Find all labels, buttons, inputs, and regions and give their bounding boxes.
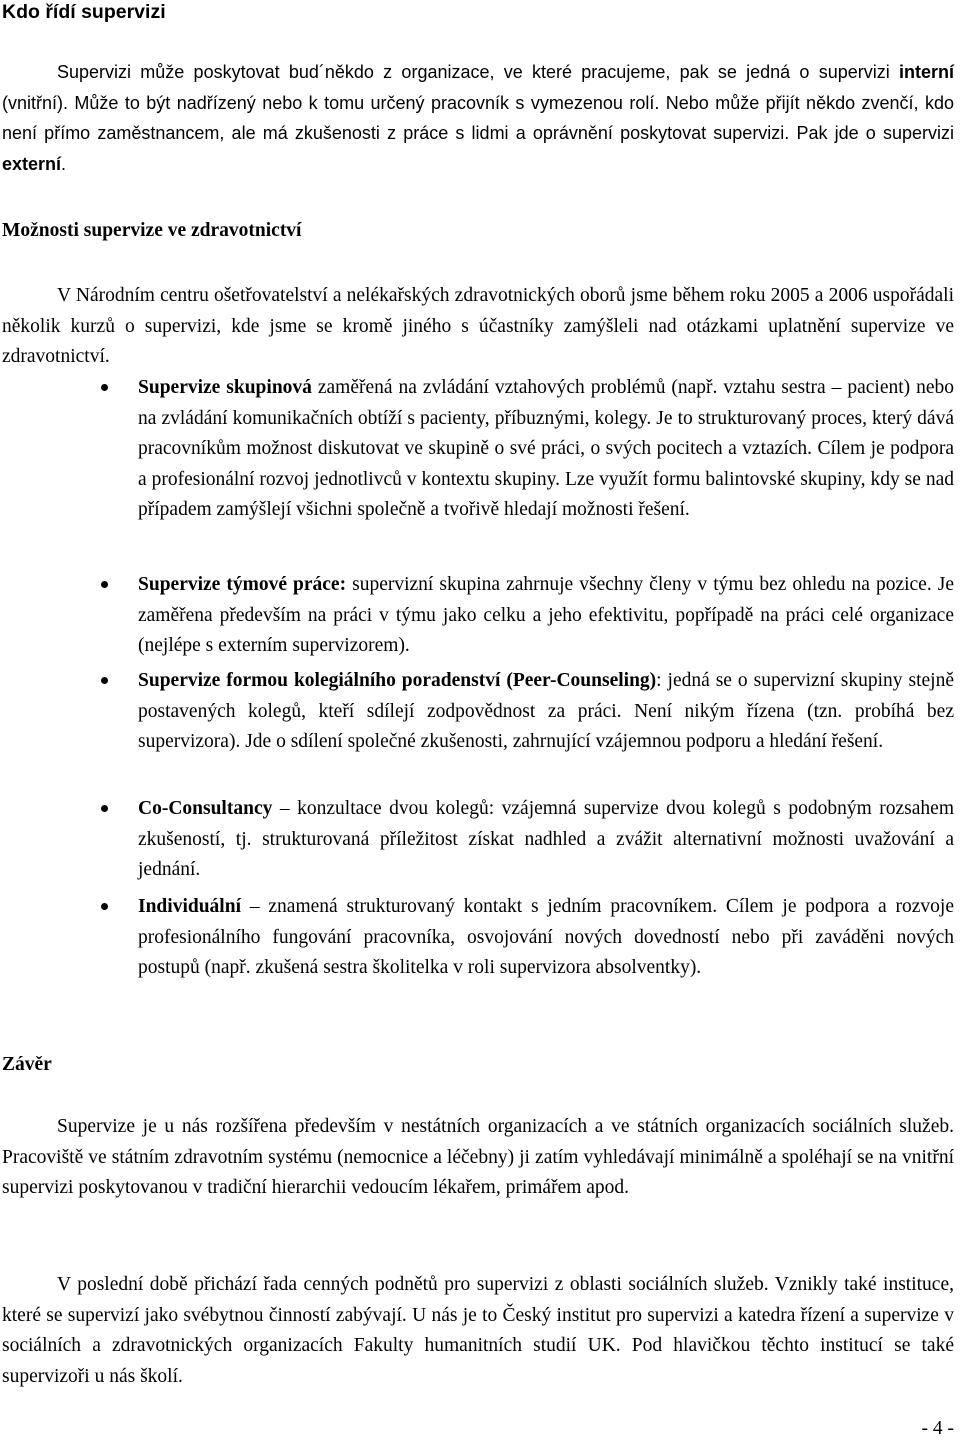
list-item-text: zaměřená na zvládání vztahových problémů (např. vztahu sestra – pacient) nebo na zvládání komunikačních obtíží s pacienty, příbuznými, kolegy. Je to strukturovaný proces, který dává pracovníkům možnost diskutovat ve skupině o své práci, o svých pocitech a vztazích. Cílem je podpora a profesionální rozvoj jednotlivců v kontextu skupiny. Lze využít formu balintovské skupiny, kdy se nad případem zamýšlejí všichni společně a tvořivě hledají možnosti řešení.	[138, 377, 954, 520]
list-item-title: Individuální	[138, 896, 241, 917]
bullet-icon	[101, 805, 108, 812]
paragraph-conclusion-2: V poslední době přichází řada cenných podnětů pro supervizi z oblasti sociálních služeb. Vznikly také instituce, které se supervizí jako svébytnou činností zabývají. U nás je to Český institut pro supervizi a katedra řízení a supervize v sociálních a zdravotnických organizacích Fakulty humanitních studií UK. Pod hlavičkou těchto institucí se také supervizoři u nás školí.	[2, 1274, 954, 1387]
text-run: .	[61, 153, 67, 174]
list-item	[138, 666, 954, 758]
section-heading-conclusion: Závěr	[2, 1054, 52, 1075]
page-number: - 4 -	[921, 1418, 954, 1439]
list-item-title: Supervize formou kolegiálního poradenství (Peer-Counseling)	[138, 670, 657, 691]
list-item-title: Co-Consultancy	[138, 798, 273, 819]
text-run: Supervizi může poskytovat bud´někdo z organizace, ve které pracujeme, pak se jedná o supervizi	[57, 62, 899, 82]
list-item	[138, 570, 954, 662]
list-item-text: supervizní skupina zahrnuje všechny členy v týmu bez ohledu na pozice. Je zaměřena především na práci v týmu jako celku a jeho efektivitu, popřípadě na práci celé organizace (nejlépe s externím supervizorem).	[138, 574, 954, 656]
bullet-icon	[101, 581, 108, 588]
section-heading-healthcare: Možnosti supervize ve zdravotnictví	[2, 220, 302, 241]
text-run: (vnitřní). Může to být nadřízený nebo k tomu určený pracovník s vymezenou rolí. Nebo může přijít někdo zvenčí, kdo není přímo zaměstnancem, ale má zkušenosti z práce s lidmi a oprávnění poskytovat supervizi. Pak jde o supervizi	[2, 92, 954, 143]
paragraph-healthcare-intro: V Národním centru ošetřovatelství a nelékařských zdravotnických oborů jsme během roku 2005 a 2006 uspořádali několik kurzů o supervizi, kde jsme se kromě jiného s účastníky zamýšleli nad otázkami uplatnění supervize ve zdravotnictví.	[2, 285, 954, 367]
term-internal: interní	[898, 62, 954, 82]
bullet-icon	[101, 384, 108, 391]
list-item-text: – znamená strukturovaný kontakt s jedním pracovníkem. Cílem je podpora a rozvoje profesionálního fungování pracovníka, osvojování nových dovedností nebo při zaváděni nových postupů (např. zkušená sestra školitelka v roli supervizora absolventky).	[138, 896, 954, 978]
list-item	[138, 794, 954, 886]
bullet-icon	[101, 677, 108, 684]
paragraph-conclusion-1: Supervize je u nás rozšířena především v nestátních organizacích a ve státních organizacích sociálních služeb. Pracoviště ve státním zdravotním systému (nemocnice a léčebny) ji zatím vyhledávají minimálně a spoléhají se na vnitřní supervizi poskytovanou v tradiční hierarchii vedoucím lékařem, primářem apod.	[2, 1116, 954, 1198]
list-item-title: Supervize týmové práce:	[138, 574, 347, 595]
list-item-text: – konzultace dvou kolegů: vzájemná supervize dvou kolegů s podobným rozsahem zkušeností, tj. strukturovaná příležitost získat nadhled a zvážit alternativní možnosti uvažování a jednání.	[138, 798, 954, 880]
list-item	[138, 892, 954, 984]
paragraph-who-leads	[2, 57, 954, 179]
list-item-title: Supervize skupinová	[138, 377, 312, 398]
list-item	[138, 373, 954, 526]
bullet-icon	[101, 903, 108, 910]
term-external: externí	[2, 153, 62, 174]
section-heading-who-leads: Kdo řídí supervizi	[2, 1, 166, 23]
list-item-text: : jedná se o supervizní skupiny stejně postavených kolegů, kteří sdílejí zodpovědnost za práci. Není nikým řízena (tzn. probíhá bez supervizora). Jde o sdílení společné zkušenosti, zahrnující vzájemnou podporu a hledání řešení.	[138, 670, 954, 752]
